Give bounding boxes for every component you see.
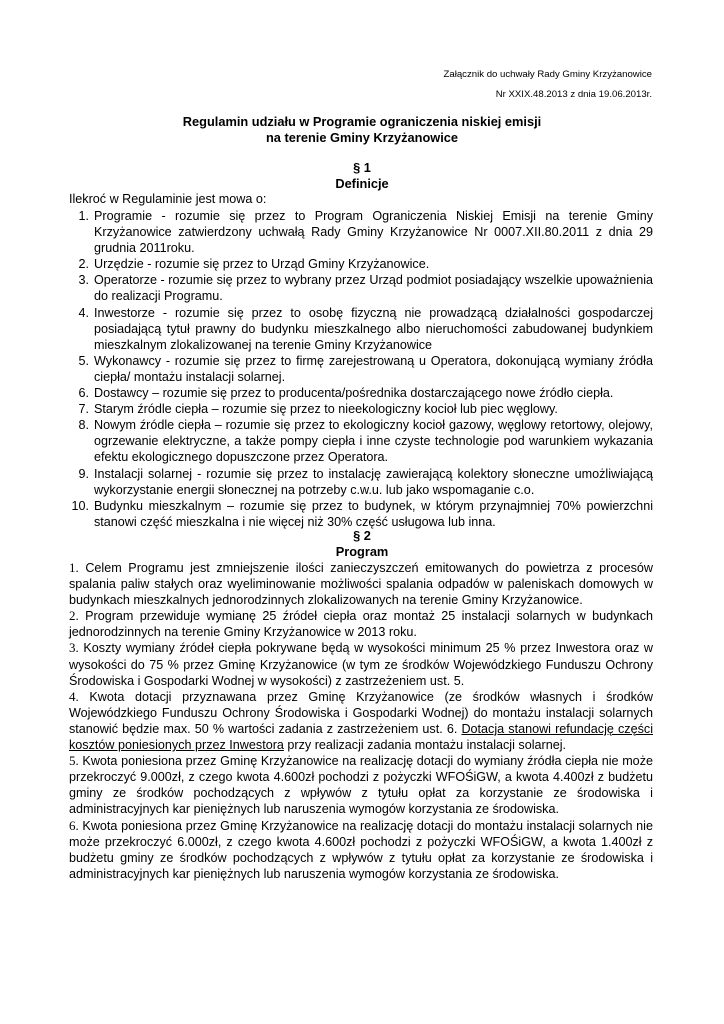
item-number: 8. <box>78 418 89 433</box>
section-1-number: § 1 <box>353 160 371 175</box>
section-2-number: § 2 <box>353 528 371 543</box>
item-text: Nowym źródle ciepła – rozumie się przez to ekologiczny kocioł gazowy, węglowy retortowy, olejowy, ogrzewanie elektryczne, a także pompy ciepła i inne czyste technologie pod warunkiem wykazania efektu ekologicznego dopuszczone przez Operatora. <box>94 418 653 465</box>
paragraph-number: 4. <box>69 688 79 704</box>
paragraph-text: Kwota poniesiona przez Gminę Krzyżanowice na realizację dotacji do wymiany źródła ciepła nie może przekroczyć 9.000zł, z czego kwota 4.600zł pochodzi z pożyczki WFOŚiGW, a kwota 4.400zł z budżetu gminy ze środków pochodzących z wpływów z tytułu opłat za korzystanie ze środowiska i administracyjnych kar pieniężnych lub naruszenia wymogów korzystania ze środowiska. <box>69 754 653 817</box>
paragraph-number: 1. <box>69 560 79 575</box>
paragraph-number: 2. <box>69 608 79 624</box>
item-number: 4. <box>78 305 89 320</box>
paragraph-text: Celem Programu jest zmniejszenie ilości zanieczyszczeń emitowanych do powietrza z procesów spalania paliw stałych oraz wyeliminowanie możliwości spalania odpadów w paleniskach domowych w budynkach mieszkalnych jednorodzinnych zlokalizowanych na terenie Gminy Krzyżanowice. <box>69 561 653 608</box>
definition-item <box>69 272 653 304</box>
definition-item <box>69 353 653 385</box>
definition-item <box>69 208 653 256</box>
item-text: Programie - rozumie się przez to Program Ograniczenia Niskiej Emisji na terenie Gminy Krzyżanowice zatwierdzony uchwałą Rady Gminy Krzyżanowice Nr 0007.XII.80.2011 z dnia 29 grudnia 2011roku. <box>94 209 653 256</box>
definitions-intro: Ilekroć w Regulaminie jest mowa o: <box>69 192 267 206</box>
item-text: Urzędzie - rozumie się przez to Urząd Gminy Krzyżanowice. <box>94 257 430 272</box>
paragraph-text: Kwota dotacji przyznawana przez Gminę Krzyżanowice (ze środków własnych i środków Wojewódzkiego Funduszu Ochrony Środowiska i Gospodarki Wodnej) do montażu instalacji solarnych stanowić będzie max. 50 % wartości zadania z zastrzeżeniem ust. 6. <box>69 689 653 736</box>
program-paragraph <box>69 560 653 608</box>
item-text: Wykonawcy - rozumie się przez to firmę zarejestrowaną u Operatora, dokonującą wymiany źródła ciepła/ montażu instalacji solarnej. <box>94 353 653 384</box>
item-number: 5. <box>78 353 89 368</box>
section-1-heading: Definicje <box>335 176 389 191</box>
program-paragraph <box>69 689 653 753</box>
definition-item <box>69 466 653 498</box>
item-number: 1. <box>78 209 89 223</box>
paragraph-text: Koszty wymiany źródeł ciepła pokrywane będą w wysokości minimum 25 % przez Inwestora oraz w wysokości do 75 % przez Gminę Krzyżanowice (w tym ze środków Wojewódzkiego Funduszu Ochrony Środowiska i Gospodarki Wodnej w wysokości) z zastrzeżeniem ust. 5. <box>69 641 653 688</box>
definition-item <box>69 417 653 465</box>
item-text: Inwestorze - rozumie się przez to osobę fizyczną nie prowadzącą działalności gospodarczej posiadającą tytuł prawny do budynku mieszkalnego albo nieruchomości zabudowanej budynkiem mieszkalnym zlokalizowanej na terenie Gminy Krzyżanowice <box>94 305 653 352</box>
program-paragraph <box>69 640 653 688</box>
document-title-line-1: Regulamin udziału w Programie ograniczenia niskiej emisji <box>182 114 542 129</box>
item-number: 2. <box>78 257 89 272</box>
definition-item <box>69 256 653 272</box>
item-number: 3. <box>78 273 89 288</box>
attachment-note: Załącznik do uchwały Rady Gminy Krzyżanowice <box>443 69 652 80</box>
paragraph-number: 5. <box>69 753 79 769</box>
resolution-number: Nr XXIX.48.2013 z dnia 19.06.2013r. <box>495 89 652 100</box>
program-paragraph <box>69 608 653 640</box>
section-2-heading: Program <box>335 544 389 559</box>
underlined-refund-note: Dotacja stanowi refundację części kosztów poniesionych przez Inwestora <box>69 721 653 753</box>
paragraph-number: 6. <box>69 817 79 833</box>
item-text: Budynku mieszkalnym – rozumie się przez to budynek, w którym przynajmniej 70% powierzchni stanowi część mieszkalna i nie więcej niż 30% część usługowa lub inna. <box>94 498 653 529</box>
paragraph-text: Program przewiduje wymianę 25 źródeł ciepła oraz montaż 25 instalacji solarnych w budynkach jednorodzinnych na terenie Gminy Krzyżanowice w 2013 roku. <box>69 609 653 640</box>
paragraph-text-tail: przy realizacji zadania montażu instalacji solarnej. <box>283 738 566 753</box>
program-paragraphs <box>69 560 653 882</box>
item-text: Starym źródle ciepła – rozumie się przez to nieekologiczny kocioł lub piec węglowy. <box>94 402 558 417</box>
item-number: 7. <box>78 402 89 417</box>
definition-item <box>69 385 653 401</box>
definition-item <box>69 498 653 530</box>
program-paragraph <box>69 818 653 882</box>
definition-item <box>69 305 653 353</box>
definition-item <box>69 401 653 417</box>
paragraph-text: Kwota poniesiona przez Gminę Krzyżanowice na realizację dotacji do montażu instalacji solarnych nie może przekroczyć 6.000zł, z czego kwota 4.600zł pochodzi z pożyczki WFOŚiGW, a kwota 1.400zł z budżetu gminy ze środków pochodzących z wpływów z tytułu opłat za korzystanie ze środowiska i administracyjnych kar pieniężnych lub naruszenia wymogów korzystania ze środowiska. <box>69 818 653 881</box>
definitions-list <box>69 208 653 530</box>
item-text: Operatorze - rozumie się przez to wybrany przez Urząd podmiot posiadający wszelkie upoważnienia do realizacji Programu. <box>94 273 653 304</box>
program-paragraph <box>69 753 653 817</box>
document-title-line-2: na terenie Gminy Krzyżanowice <box>265 130 459 145</box>
item-number: 9. <box>78 466 89 481</box>
paragraph-number: 3. <box>69 640 79 656</box>
item-text: Instalacji solarnej - rozumie się przez to instalację zawierającą kolektory słoneczne umożliwiającą wykorzystanie energii słonecznej na potrzeby c.w.u. lub jako wspomaganie c.o. <box>94 466 653 497</box>
item-text: Dostawcy – rozumie się przez to producenta/pośrednika dostarczającego nowe źródło ciepła. <box>94 386 614 401</box>
item-number: 10. <box>71 498 89 513</box>
item-number: 6. <box>78 386 89 401</box>
